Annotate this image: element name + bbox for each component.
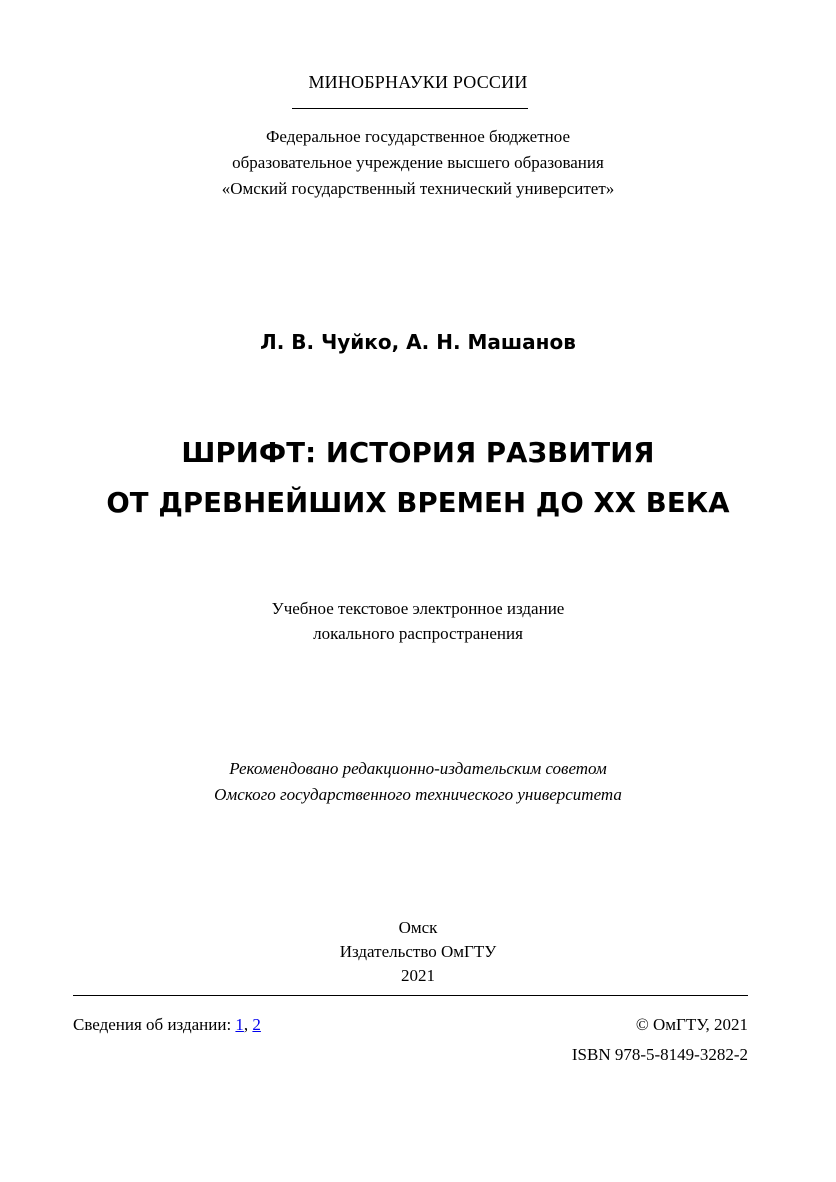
title-line: ШРИФТ: ИСТОРИЯ РАЗВИТИЯ (181, 437, 655, 469)
institution-line: «Омский государственный технический университет» (221, 179, 615, 198)
publication-year: 2021 (401, 966, 435, 985)
edition-type (0, 596, 836, 646)
publisher-block (0, 916, 836, 988)
edition-type-line: Учебное текстовое электронное издание (271, 599, 565, 618)
recommendation-line: Рекомендовано редакционно-издательским советом (229, 759, 607, 778)
recommendation (0, 756, 836, 808)
edition-type-line: локального распространения (313, 624, 523, 643)
institution-line: образовательное учреждение высшего образования (232, 153, 604, 172)
isbn: ISBN 978-5-8149-3282-2 (571, 1045, 748, 1064)
copyright: © ОмГТУ, 2021 (635, 1015, 748, 1034)
institution-block (0, 124, 836, 202)
footer-divider (73, 995, 748, 996)
ministry-underline (292, 108, 528, 109)
edition-info-link-2[interactable]: 2 (252, 1015, 261, 1034)
edition-info-label: Сведения об издании: (73, 1015, 232, 1034)
edition-info-link-1[interactable]: 1 (235, 1015, 244, 1034)
authors: Л. В. Чуйко, А. Н. Машанов (260, 330, 576, 354)
publisher-name: Издательство ОмГТУ (339, 942, 497, 961)
publisher-city: Омск (398, 918, 438, 937)
book-title (0, 428, 836, 528)
ministry-name: МИНОБРНАУКИ РОССИИ (308, 72, 528, 92)
link-separator: , (243, 1015, 249, 1034)
recommendation-line: Омского государственного технического университета (214, 785, 622, 804)
title-line: ОТ ДРЕВНЕЙШИХ ВРЕМЕН ДО XX ВЕКА (106, 487, 730, 519)
institution-line: Федеральное государственное бюджетное (265, 127, 571, 146)
edition-info (73, 1015, 261, 1035)
